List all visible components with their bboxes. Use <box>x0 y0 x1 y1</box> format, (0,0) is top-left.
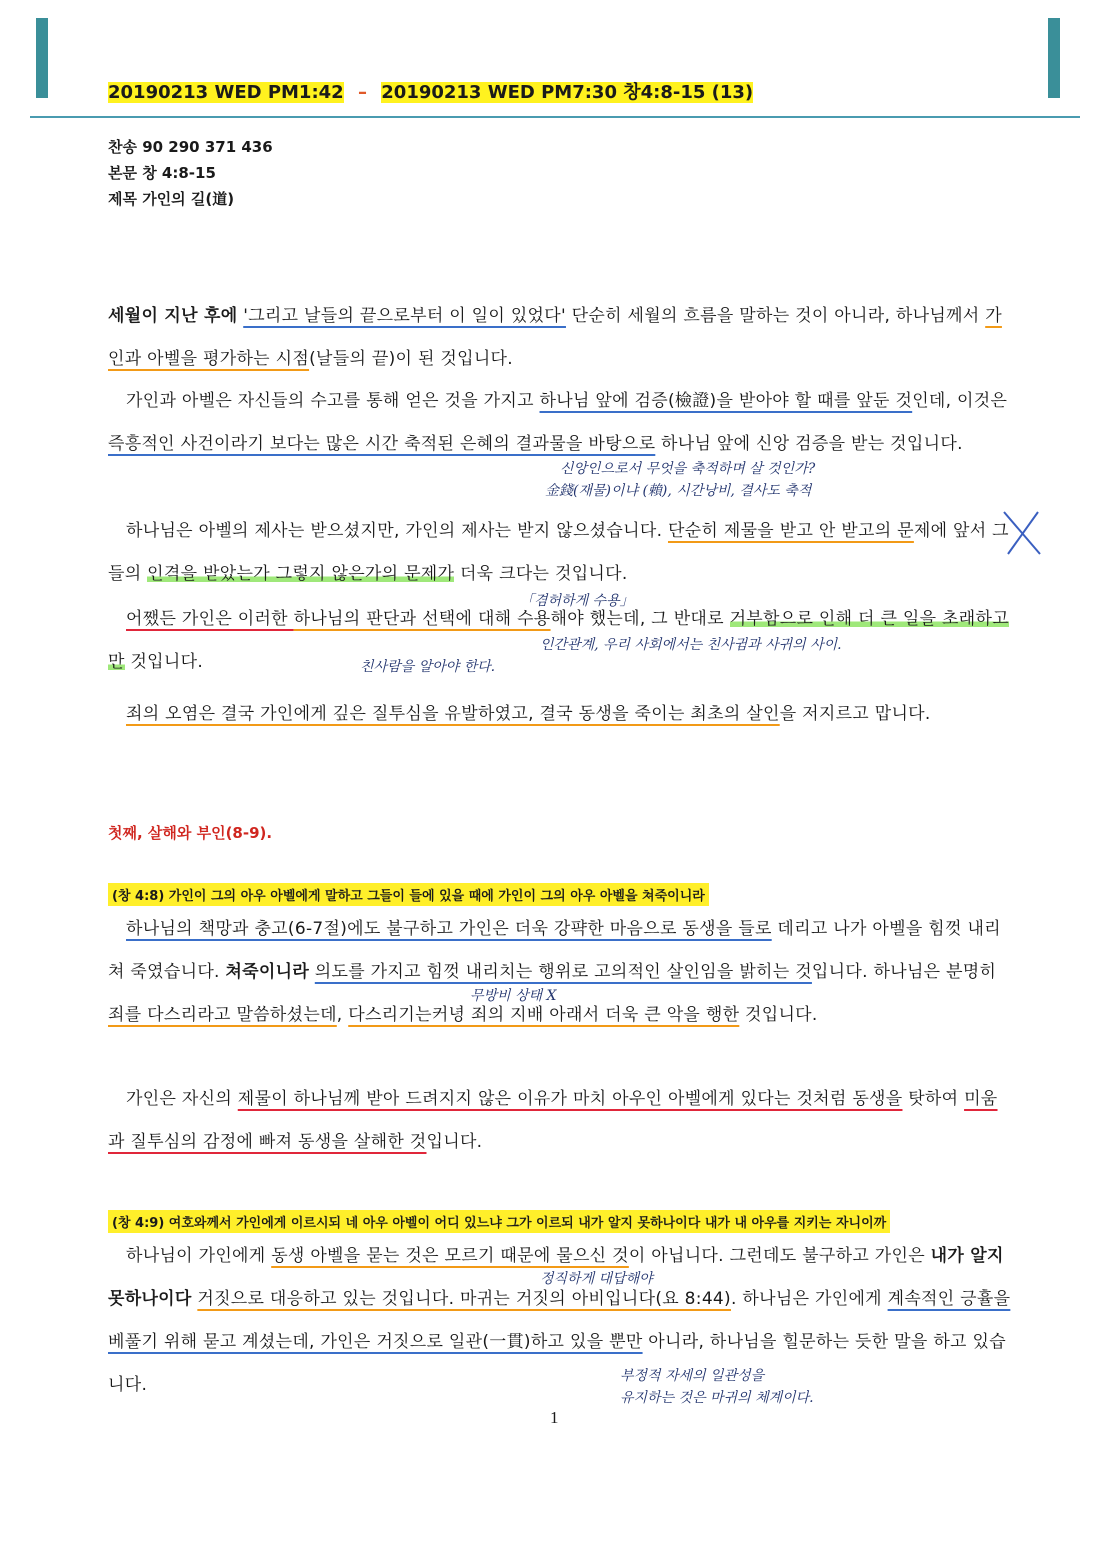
p4-underline: 하나님의 판단과 선택에 대해 수용 <box>293 609 551 629</box>
paragraph-4: 어쨌든 가인은 이러한 하나님의 판단과 선택에 대해 수용해야 했는데, 그 반대로 거부함으로 인해 더 큰 일을 초래하고 만 것입니다. <box>108 609 1009 672</box>
p8-underline-3: 계속적인 긍휼을 베풀기 위해 묻고 계셨는데, 가인은 거짓으로 일관(一貫)하고 있을 뿐만 <box>108 1289 1011 1352</box>
handwritten-note-5: 친사람을 알아야 한다. <box>360 659 496 675</box>
handwritten-x-mark <box>1000 508 1044 558</box>
handwritten-note-9: 유지하는 것은 마귀의 체계이다. <box>620 1390 814 1406</box>
text-line: 본문 창 4:8-15 <box>108 164 216 182</box>
handwritten-note-1: 신앙인으로서 무엇을 축적하며 살 것인가? <box>560 461 816 477</box>
p8-bold: 내가 알지 못하나이다 <box>108 1246 1004 1309</box>
paragraph-3: 하나님은 아벨의 제사는 받으셨지만, 가인의 제사는 받지 않으셨습니다. 단순히 제물을 받고 안 받고의 문제에 앞서 그들의 인격을 받았는가 그렇지 않은가의 문제가 더욱 크다는 것입니다. <box>108 521 1009 584</box>
p6-underline-2: 의도를 가지고 힘껏 내리치는 행위로 고의적인 살인임을 밝히는 것 <box>314 962 812 982</box>
p6-underline-3: 죄를 다스리라고 말씀하셨는데 <box>108 1005 337 1025</box>
header-end-date-passage: 20190213 WED PM7:30 창4:8-15 (13) <box>381 82 754 103</box>
p1-underline: 가인과 아벨을 평가하는 시점 <box>108 306 1002 369</box>
header-dash: – <box>357 82 367 103</box>
p2-underline-2: 즉흥적인 사건이라기 보다는 많은 시간 축적된 은혜의 결과물을 바탕으로 <box>108 434 656 454</box>
p3-underline: 단순히 제물을 받고 안 받고의 문 <box>667 521 914 541</box>
p4-highlight: 거부함으로 인해 더 큰 일을 초래하고 만 <box>108 609 1009 672</box>
p1-quote: '그리고 날들의 끝으로부터 이 일이 있었다' <box>243 306 566 326</box>
date-header <box>108 78 753 104</box>
handwritten-note-7: 정직하게 대답해야 <box>540 1271 653 1287</box>
p5-underline: 죄의 오염은 결국 가인에게 깊은 질투심을 유발하였고, 결국 동생을 죽이는 최초의 살인 <box>126 704 780 724</box>
meta-block <box>108 134 273 212</box>
left-binder-bar <box>36 18 48 98</box>
paragraph-2: 가인과 아벨은 자신들의 수고를 통해 얻은 것을 가지고 하나님 앞에 검증(檢證)을 받아야 할 때를 앞둔 것인데, 이것은 즉흥적인 사건이라기 보다는 많은 시간 축적된 은혜의 결과물을 바탕으로 하나님 앞에 신앙 검증을 받는 것입니다. <box>108 391 1008 454</box>
header-rule <box>30 116 1080 118</box>
handwritten-note-4: 인간관계, 우리 사회에서는 친사귐과 사귀의 사이. <box>540 637 842 653</box>
section-heading-1: 첫째, 살해와 부인(8-9). <box>108 824 273 842</box>
p8-underline-1: 동생 아벨을 묻는 것은 모르기 때문에 물으신 것 <box>271 1246 629 1266</box>
paragraph-6: 하나님의 책망과 충고(6-7절)에도 불구하고 가인은 더욱 강퍅한 마음으로 동생을 들로 데리고 나가 아벨을 힘껏 내리쳐 죽였습니다. 쳐죽이니라 의도를 가지고 힘껏 내리치는 행위로 고의적인 살인임을 밝히는 것입니다. 하나님은 분명히 죄를 다스리라고 말씀하셨는데, 다스리기는커녕 죄의 지배 아래서 더욱 큰 악을 행한 것입니다. <box>108 919 1001 1025</box>
verse-4-9: (창 4:9) 여호와께서 가인에게 이르시되 네 아우 아벨이 어디 있느냐 그가 이르되 내가 알지 못하나이다 내가 내 아우를 지키는 자니이까 <box>108 1210 890 1233</box>
p8-underline-2: 거짓으로 대응하고 있는 것입니다. 마귀는 거짓의 아비입니다(요 8:44) <box>197 1289 731 1309</box>
verse-4-8: (창 4:8) 가인이 그의 아우 아벨에게 말하고 그들이 들에 있을 때에 가인이 그의 아우 아벨을 쳐죽이니라 <box>108 883 709 906</box>
paragraph-1: 세월이 지난 후에 '그리고 날들의 끝으로부터 이 일이 있었다' 단순히 세월의 흐름을 말하는 것이 아니라, 하나님께서 가인과 아벨을 평가하는 시점(날들의 끝)이 된 것입니다. <box>108 306 1002 369</box>
p7-underline-1: 제물이 하나님께 받아 드려지지 않은 이유가 마치 아우인 아벨에게 있다는 것처럼 동생을 <box>237 1089 903 1109</box>
handwritten-note-2: 金錢(재물)이냐 (賴), 시간낭비, 결사도 축적 <box>545 483 812 499</box>
page-number: 1 <box>550 1408 559 1427</box>
p6-underline-1: 하나님의 책망과 충고(6-7절)에도 불구하고 가인은 더욱 강퍅한 마음으로 동생을 들로 <box>126 919 772 939</box>
paragraph-8: 하나님이 가인에게 동생 아벨을 묻는 것은 모르기 때문에 물으신 것이 아닙니다. 그런데도 불구하고 가인은 내가 알지 못하나이다 거짓으로 대응하고 있는 것입니다. 마귀는 거짓의 아비입니다(요 8:44). 하나님은 가인에게 계속적인 긍휼을 베풀기 위해 묻고 계셨는데, 가인은 거짓으로 일관(一貫)하고 있을 뿐만 아니라, 하나님을 힐문하는 듯한 말을 하고 있습니다. <box>108 1246 1011 1395</box>
p7-underline-2: 미움과 질투심의 감정에 빠져 동생을 살해한 것 <box>108 1089 998 1152</box>
paragraph-7: 가인은 자신의 제물이 하나님께 받아 드려지지 않은 이유가 마치 아우인 아벨에게 있다는 것처럼 동생을 탓하여 미움과 질투심의 감정에 빠져 동생을 살해한 것입니다. <box>108 1089 998 1152</box>
p3-highlight: 인격을 받았는가 그렇지 않은가의 문제가 <box>147 564 455 584</box>
p2-underline-1: 하나님 앞에 검증(檢證)을 받아야 할 때를 앞둔 것 <box>539 391 913 411</box>
title-line: 제목 가인의 길(道) <box>108 190 235 208</box>
handwritten-note-3: 「겸허하게 수용」 <box>520 593 634 609</box>
hymn-line: 찬송 90 290 371 436 <box>108 138 273 156</box>
header-start-date: 20190213 WED PM1:42 <box>108 82 344 103</box>
p1-bold: 세월이 지난 후에 <box>108 306 238 326</box>
handwritten-note-8: 부정적 자세의 일관성을 <box>620 1368 765 1384</box>
handwritten-note-6: 무방비 상태 X <box>470 988 557 1004</box>
p6-bold: 쳐죽이니라 <box>225 962 310 982</box>
right-binder-bar <box>1048 18 1060 98</box>
paragraph-5: 죄의 오염은 결국 가인에게 깊은 질투심을 유발하였고, 결국 동생을 죽이는 최초의 살인을 저지르고 맙니다. <box>126 704 931 724</box>
p6-underline-4: 다스리기는커녕 죄의 지배 아래서 더욱 큰 악을 행한 <box>348 1005 740 1025</box>
